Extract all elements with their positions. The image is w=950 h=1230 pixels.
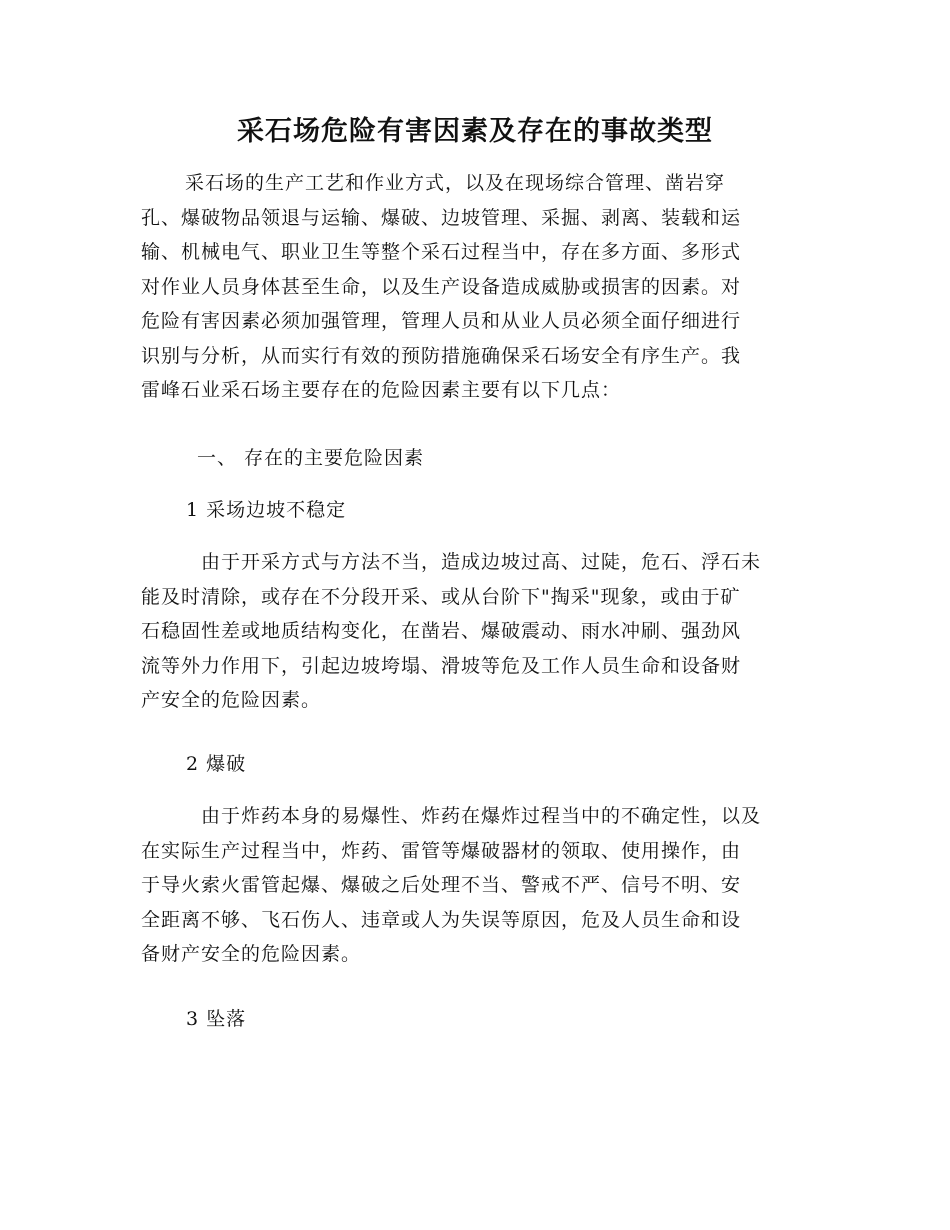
paragraph-line: 在实际生产过程当中，炸药、雷管等爆破器材的领取、使用操作，由 (141, 839, 742, 862)
document-title: 采石场危险有害因素及存在的事故类型 (237, 116, 713, 147)
intro-line: 输、机械电气、职业卫生等整个采石过程当中，存在多方面、多形式 (141, 241, 742, 263)
item-1-paragraph (141, 545, 806, 718)
paragraph-line: 备财产安全的危险因素。 (141, 943, 362, 965)
section-heading: 一、 存在的主要危险因素 (197, 447, 425, 469)
paragraph-line: 石稳固性差或地质结构变化，在凿岩、爆破震动、雨水冲刷、强劲风 (141, 620, 742, 642)
intro-line: 雷峰石业采石场主要存在的危险因素主要有以下几点： (141, 379, 622, 401)
intro-paragraph (141, 166, 806, 408)
item-heading-3: 3 坠落 (186, 1008, 247, 1030)
intro-line: 危险有害因素必须加强管理，管理人员和从业人员必须全面仔细进行 (141, 310, 742, 332)
paragraph-line: 产安全的危险因素。 (141, 689, 322, 711)
intro-line: 孔、爆破物品领退与运输、爆破、边坡管理、采掘、剥离、装载和运 (141, 206, 742, 229)
item-2-paragraph (141, 799, 806, 972)
paragraph-line: 由于开采方式与方法不当，造成边坡过高、过陡，危石、浮石未 (201, 551, 762, 573)
intro-line: 采石场的生产工艺和作业方式，以及在现场综合管理、凿岩穿 (185, 172, 726, 194)
item-heading-1: 1 采场边坡不稳定 (186, 499, 347, 521)
paragraph-line: 于导火索火雷管起爆、爆破之后处理不当、警戒不严、信号不明、安 (141, 874, 742, 896)
paragraph-line: 能及时清除，或存在不分段开采、或从台阶下"掏采"现象，或由于矿 (141, 585, 741, 608)
intro-line: 对作业人员身体甚至生命，以及生产设备造成威胁或损害的因素。对 (141, 275, 742, 298)
paragraph-line: 流等外力作用下，引起边坡垮塌、滑坡等危及工作人员生命和设备财 (141, 654, 742, 677)
paragraph-line: 全距离不够、飞石伤人、违章或人为失误等原因，危及人员生命和设 (141, 908, 742, 931)
intro-line: 识别与分析，从而实行有效的预防措施确保采石场安全有序生产。我 (141, 344, 742, 367)
item-heading-2: 2 爆破 (186, 753, 247, 775)
paragraph-line: 由于炸药本身的易爆性、炸药在爆炸过程当中的不确定性，以及 (201, 805, 762, 827)
